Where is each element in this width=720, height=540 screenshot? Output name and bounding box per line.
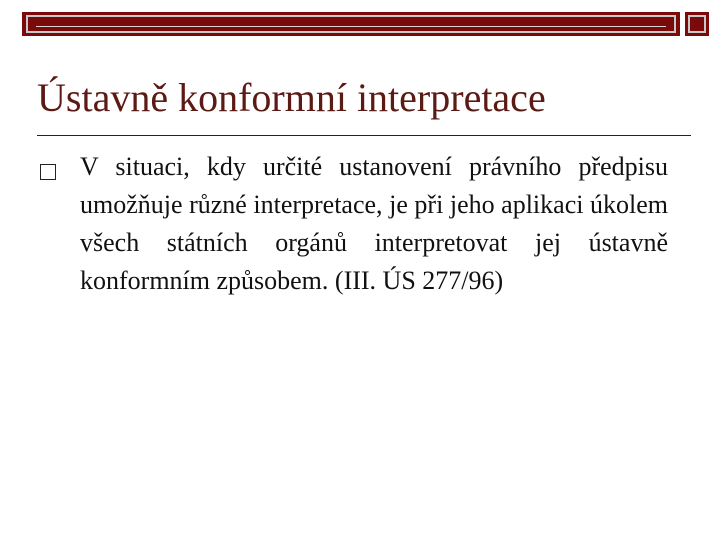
bullet-text: V situaci, kdy určité ustanovení právního předpisu umožňuje různé interpretace, je při jeho aplikaci úkolem všech státních orgánů interpretovat jej ústavně konformním způsobem. (III. ÚS 277/96) [80,152,668,295]
top-bar-frame [26,15,676,33]
decorative-corner-square [685,12,709,36]
title-divider [37,135,691,136]
decorative-top-bar [22,12,680,36]
top-bar-line [36,26,666,27]
bullet-square-icon [40,164,56,180]
slide-title: Ústavně konformní interpretace [37,75,546,120]
corner-square-frame [688,15,706,33]
